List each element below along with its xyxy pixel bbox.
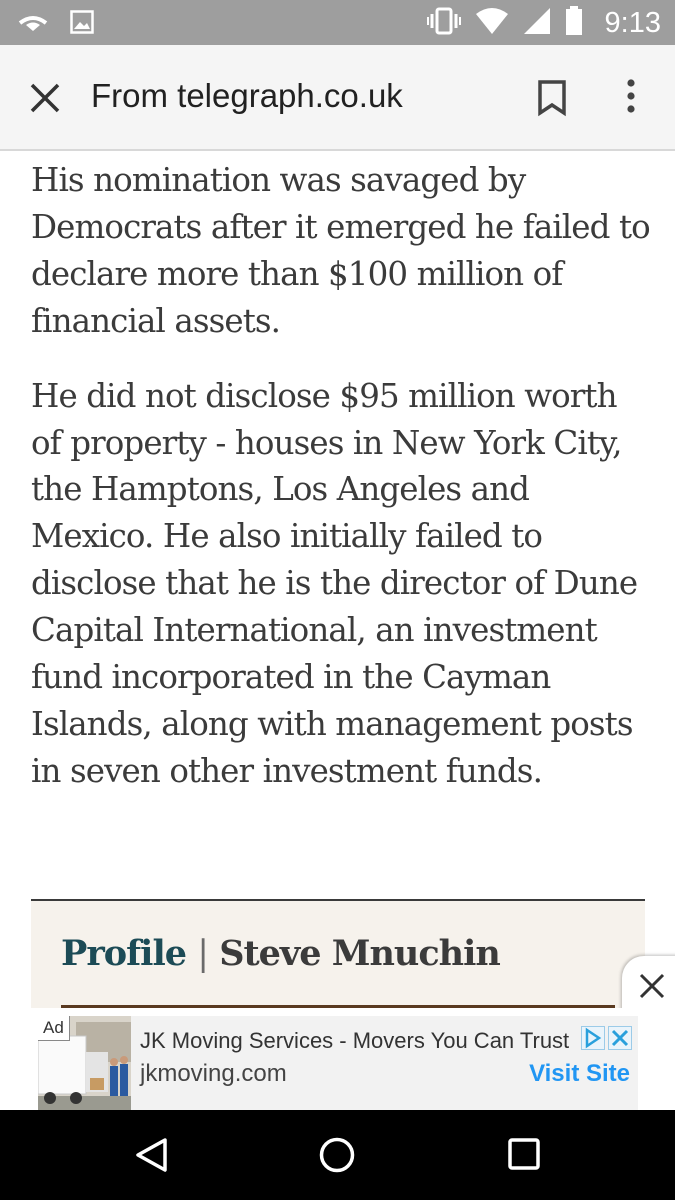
article-paragraph: His nomination was savaged by Democrats after it emerged he failed to declare more than $100 million of financial assets.	[31, 161, 650, 340]
profile-separator: |	[197, 934, 209, 974]
recents-button[interactable]	[507, 1137, 541, 1175]
more-options-button[interactable]	[620, 77, 642, 117]
bookmark-button[interactable]	[535, 77, 569, 117]
ad-badge: Ad	[38, 1016, 70, 1041]
bookmark-icon	[535, 77, 569, 117]
recents-icon	[507, 1137, 541, 1171]
profile-box	[31, 899, 645, 1016]
status-bar	[0, 0, 675, 45]
ad-headline[interactable]: JK Moving Services - Movers You Can Trust	[140, 1028, 570, 1053]
article-paragraph: He did not disclose $95 million worth of property - houses in New York City, the Hamptons, Los Angeles and Mexico. He also initially failed to disclose that he is the director of Dune Capital International, an investment fund incorporated in the Cayman Islands, along with management posts in seven other investment funds.	[31, 376, 638, 790]
visit-site-link[interactable]: Visit Site	[529, 1060, 630, 1087]
battery-icon	[565, 6, 583, 40]
ad-domain[interactable]: jkmoving.com	[140, 1060, 287, 1087]
image-icon	[70, 10, 94, 38]
cast-icon	[18, 11, 48, 37]
adchoices[interactable]	[581, 1026, 632, 1050]
ad-close-button[interactable]	[622, 956, 675, 1016]
more-vert-icon	[620, 77, 642, 117]
signal-icon	[523, 7, 551, 39]
profile-name: Steve Mnuchin	[219, 933, 500, 974]
navigation-bar	[0, 1110, 675, 1200]
custom-tab-toolbar	[0, 45, 675, 151]
ad-content[interactable]	[38, 1016, 638, 1118]
ad-dismiss-icon	[608, 1026, 632, 1050]
profile-heading	[61, 933, 500, 974]
page-source-title: From telegraph.co.uk	[91, 77, 403, 114]
status-time: 9:13	[604, 6, 661, 39]
home-button[interactable]	[318, 1136, 356, 1178]
ad-banner[interactable]	[0, 1008, 675, 1110]
close-icon	[638, 972, 666, 1000]
profile-label: Profile	[61, 933, 187, 974]
wifi-icon	[475, 7, 509, 39]
back-button[interactable]	[133, 1136, 169, 1178]
vibrate-icon	[427, 6, 461, 40]
article-body	[31, 157, 651, 795]
back-icon	[133, 1136, 169, 1174]
ad-image[interactable]	[38, 1016, 131, 1118]
close-button[interactable]	[24, 77, 66, 119]
home-icon	[318, 1136, 356, 1174]
close-icon	[24, 77, 66, 119]
adchoices-icon	[581, 1026, 605, 1050]
